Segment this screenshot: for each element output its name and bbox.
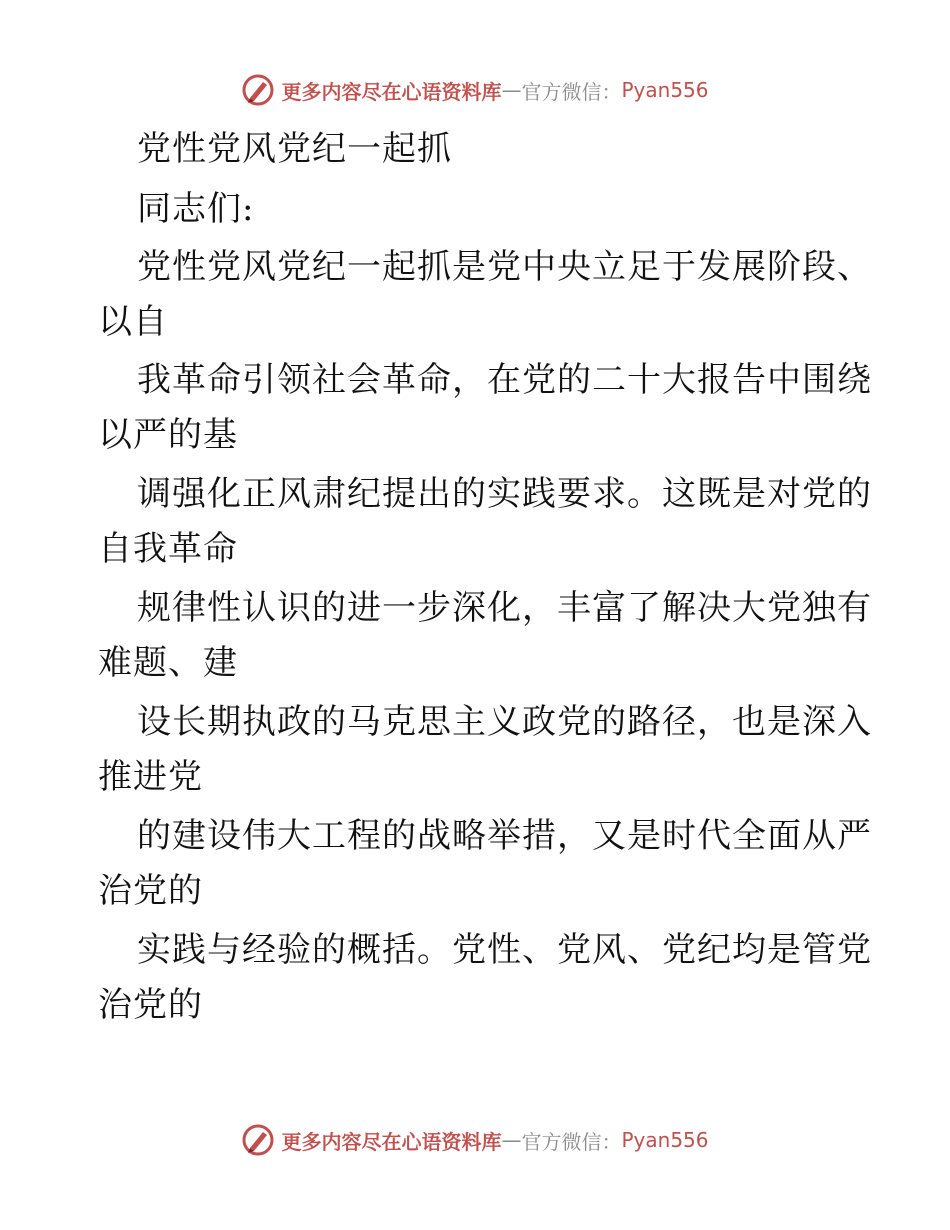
- watermark-label: 官方微信：: [521, 1129, 622, 1154]
- paragraph-line: 调强化正风肃纪提出的实践要求。这既是对党的: [137, 474, 872, 514]
- paragraph-line: 设长期执政的马克思主义政党的路径，也是深入: [137, 702, 872, 742]
- watermark-label: 官方微信：: [521, 79, 622, 104]
- pen-logo-icon: [241, 1123, 275, 1157]
- footer-watermark: [0, 1120, 950, 1160]
- watermark-text: 更多内容尽在心语资料库: [281, 79, 502, 104]
- watermark-id: Pyan556: [621, 1128, 709, 1152]
- document-title: 党性党风党纪一起抓: [137, 129, 452, 169]
- watermark-text: 更多内容尽在心语资料库: [281, 1129, 502, 1154]
- paragraph-line: 规律性认识的进一步深化，丰富了解决大党独有: [137, 588, 872, 628]
- paragraph-line: 治党的: [98, 985, 203, 1025]
- paragraph-line: 以自: [98, 302, 168, 342]
- watermark-id: Pyan556: [621, 78, 709, 102]
- header-watermark: [0, 70, 950, 110]
- paragraph-line: 自我革命: [98, 529, 238, 569]
- paragraph-line: 我革命引领社会革命，在党的二十大报告中围绕: [137, 360, 872, 400]
- paragraph-line: 难题、建: [98, 643, 238, 683]
- pen-logo-icon: [241, 73, 275, 107]
- paragraph-line: 的建设伟大工程的战略举措，又是时代全面从严: [137, 816, 872, 856]
- paragraph-line: 以严的基: [98, 415, 238, 455]
- paragraph-line: 治党的: [98, 871, 203, 911]
- watermark-separator: —: [501, 1128, 522, 1152]
- paragraph-line: 实践与经验的概括。党性、党风、党纪均是管党: [137, 930, 872, 970]
- paragraph-line: 推进党: [98, 757, 203, 797]
- paragraph-line: 党性党风党纪一起抓是党中央立足于发展阶段、: [137, 247, 872, 287]
- salutation: 同志们:: [137, 189, 255, 229]
- watermark-separator: —: [501, 78, 522, 102]
